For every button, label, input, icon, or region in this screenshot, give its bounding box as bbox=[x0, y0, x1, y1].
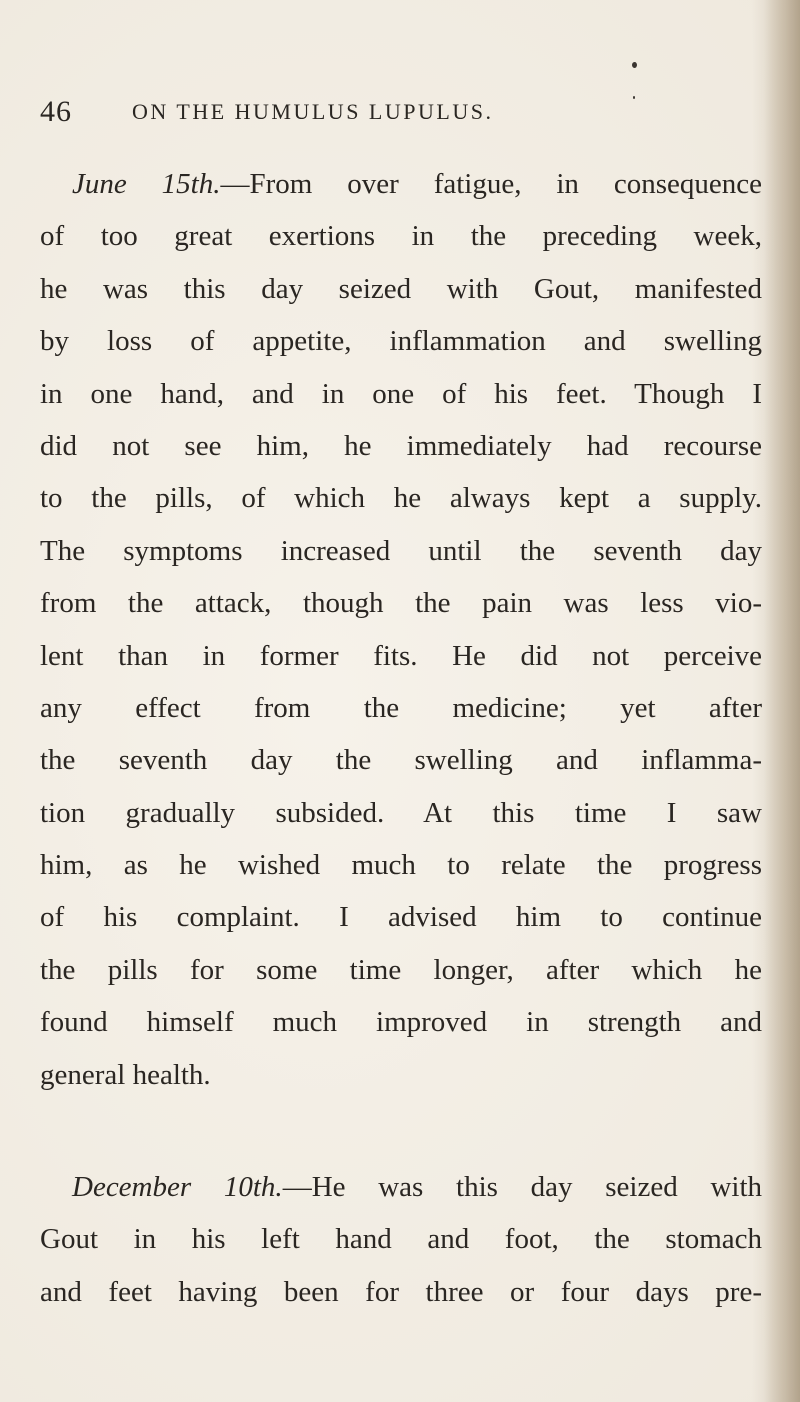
text-line: him, as he wished much to relate the progress bbox=[40, 849, 762, 882]
text-line: The symptoms increased until the seventh day bbox=[40, 534, 762, 567]
running-head: ON THE HUMULUS LUPULUS. bbox=[132, 99, 494, 124]
text-line: Gout in his left hand and foot, the stomach bbox=[40, 1223, 762, 1256]
text-line: did not see him, he immediately had recourse bbox=[40, 429, 762, 462]
page-edge-shadow bbox=[764, 0, 800, 1402]
text-line: tion gradually subsided. At this time I saw bbox=[40, 796, 762, 829]
text-line bbox=[40, 1161, 762, 1213]
line-text: —From over fatigue, in consequence bbox=[220, 168, 762, 200]
text-line: and feet having been for three or four days pre- bbox=[40, 1275, 762, 1308]
ink-speck bbox=[632, 62, 637, 68]
paragraph-gap bbox=[40, 1101, 762, 1161]
page-number: 46 bbox=[40, 95, 72, 128]
text-line: general health. bbox=[40, 1058, 211, 1091]
entry-date: June 15th. bbox=[72, 168, 221, 200]
text-line: lent than in former fits. He did not perceive bbox=[40, 639, 762, 672]
line-text: —He was this day seized with bbox=[282, 1171, 762, 1204]
text-line: to the pills, of which he always kept a supply. bbox=[40, 482, 762, 515]
text-line: of his complaint. I advised him to continue bbox=[40, 901, 762, 934]
page-header bbox=[40, 92, 760, 132]
text-line: of too great exertions in the preceding week, bbox=[40, 220, 762, 253]
text-line: from the attack, though the pain was less vio- bbox=[40, 587, 762, 620]
text-line: found himself much improved in strength and bbox=[40, 1006, 762, 1039]
text-line: he was this day seized with Gout, manifested bbox=[40, 272, 762, 305]
text-line: by loss of appetite, inflammation and swelling bbox=[40, 325, 762, 358]
text-line: the seventh day the swelling and inflamma- bbox=[40, 744, 762, 777]
text-line bbox=[40, 158, 762, 210]
entry-date: December 10th. bbox=[72, 1171, 283, 1204]
text-line: in one hand, and in one of his feet. Though I bbox=[40, 377, 762, 410]
text-line: any effect from the medicine; yet after bbox=[40, 691, 762, 724]
body-text bbox=[40, 158, 762, 1318]
text-line: the pills for some time longer, after which he bbox=[40, 953, 762, 986]
